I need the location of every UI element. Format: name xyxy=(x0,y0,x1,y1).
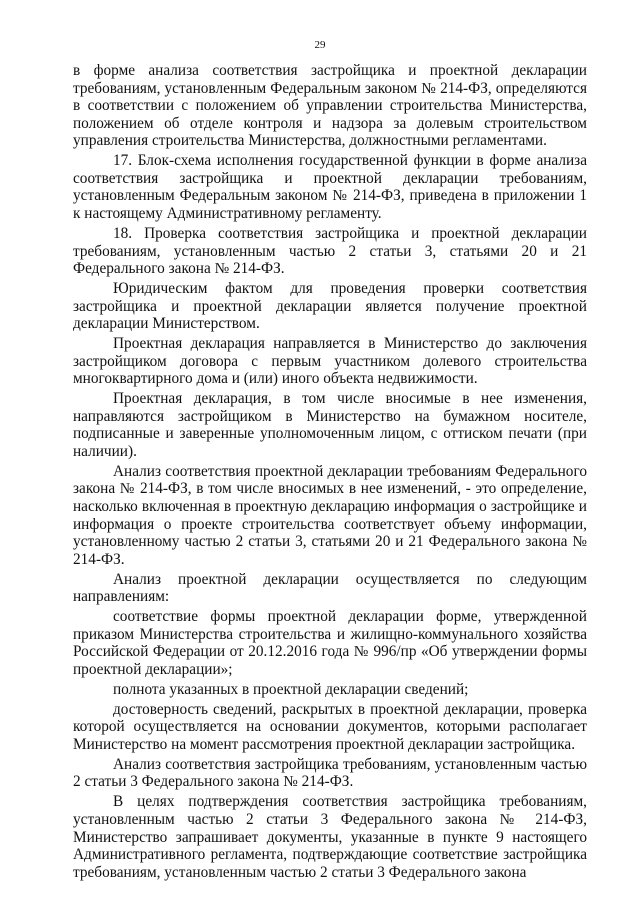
page-number: 29 xyxy=(314,39,326,51)
paragraph-form-compliance: соответствие формы проектной декларации форме, утвержденной приказом Министерства строительства и жилищно-коммунального хозяйства Российской Федерации от 20.12.2016 года № 996/пр «Об утверждении формы проектной декларации»; xyxy=(73,608,587,678)
paragraph-17-flowchart: 17. Блок-схема исполнения государственной функции в форме анализа соответствия застройщика и проектной декларации требованиям, установленным Федеральным законом № 214-ФЗ, приведена в приложении 1 к настоящему Административному регламенту. xyxy=(73,152,587,223)
paragraph-continuation: в форме анализа соответствия застройщика и проектной декларации требованиям, установленным Федеральным законом № 214-ФЗ, определяются в соответствии с положением об управлении строительства Министерства, положением об отделе контроля и надзора за долевым строительством управления строительства Министерства, должностными регламентами. xyxy=(73,62,587,150)
paragraph-18-heading: 18. Проверка соответствия застройщика и проектной декларации требованиям, установленным частью 2 статьи 3, статьями 20 и 21 Федерального закона № 214-ФЗ. xyxy=(73,224,587,278)
paragraph-legal-fact: Юридическим фактом для проведения проверки соответствия застройщика и проектной декларации является получение проектной декларации Министерством. xyxy=(73,280,587,333)
paragraph-reliability: достоверность сведений, раскрытых в проектной декларации, проверка которой осуществляется на основании документов, которыми располагает Министерство на момент рассмотрения проектной декларации застройщика. xyxy=(73,700,587,753)
paragraph-completeness: полнота указанных в проектной декларации сведений; xyxy=(113,680,469,698)
document-body xyxy=(73,62,587,881)
paragraph-declaration-paper: Проектная декларация, в том числе вносимые в нее изменения, направляются застройщиком в Министерство на бумажном носителе, подписанные и заверенные уполномоченным лицом, с оттиском печати (при наличии). xyxy=(73,390,587,460)
paragraph-analysis-definition: Анализ соответствия проектной декларации требованиям Федерального закона № 214-ФЗ, в том числе вносимых в нее изменений, - это определение, насколько включенная в проектную декларацию информация о застройщике и информация о проекте строительства соответствует объему информации, установленному частью 2 статьи 3, статьями 20 и 21 Федерального закона № 214-ФЗ. xyxy=(73,462,587,568)
paragraph-declaration-sent: Проектная декларация направляется в Министерство до заключения застройщиком договора с первым участником долевого строительства многоквартирного дома и (или) иного объекта недвижимости. xyxy=(73,335,587,388)
paragraph-confirmation: В целях подтверждения соответствия застройщика требованиям, установленным частью 2 статьи 3 Федерального закона № 214-ФЗ, Министерство запрашивает документы, указанные в пункте 9 настоящего Административного регламента, подтверждающие соответствие застройщика требованиям, установленным частью 2 статьи 3 Федерального закона xyxy=(73,793,587,881)
paragraph-developer-analysis: Анализ соответствия застройщика требованиям, установленным частью 2 статьи 3 Федерального закона № 214-ФЗ. xyxy=(73,755,587,791)
paragraph-analysis-directions: Анализ проектной декларации осуществляется по следующим направлениям: xyxy=(73,570,587,606)
